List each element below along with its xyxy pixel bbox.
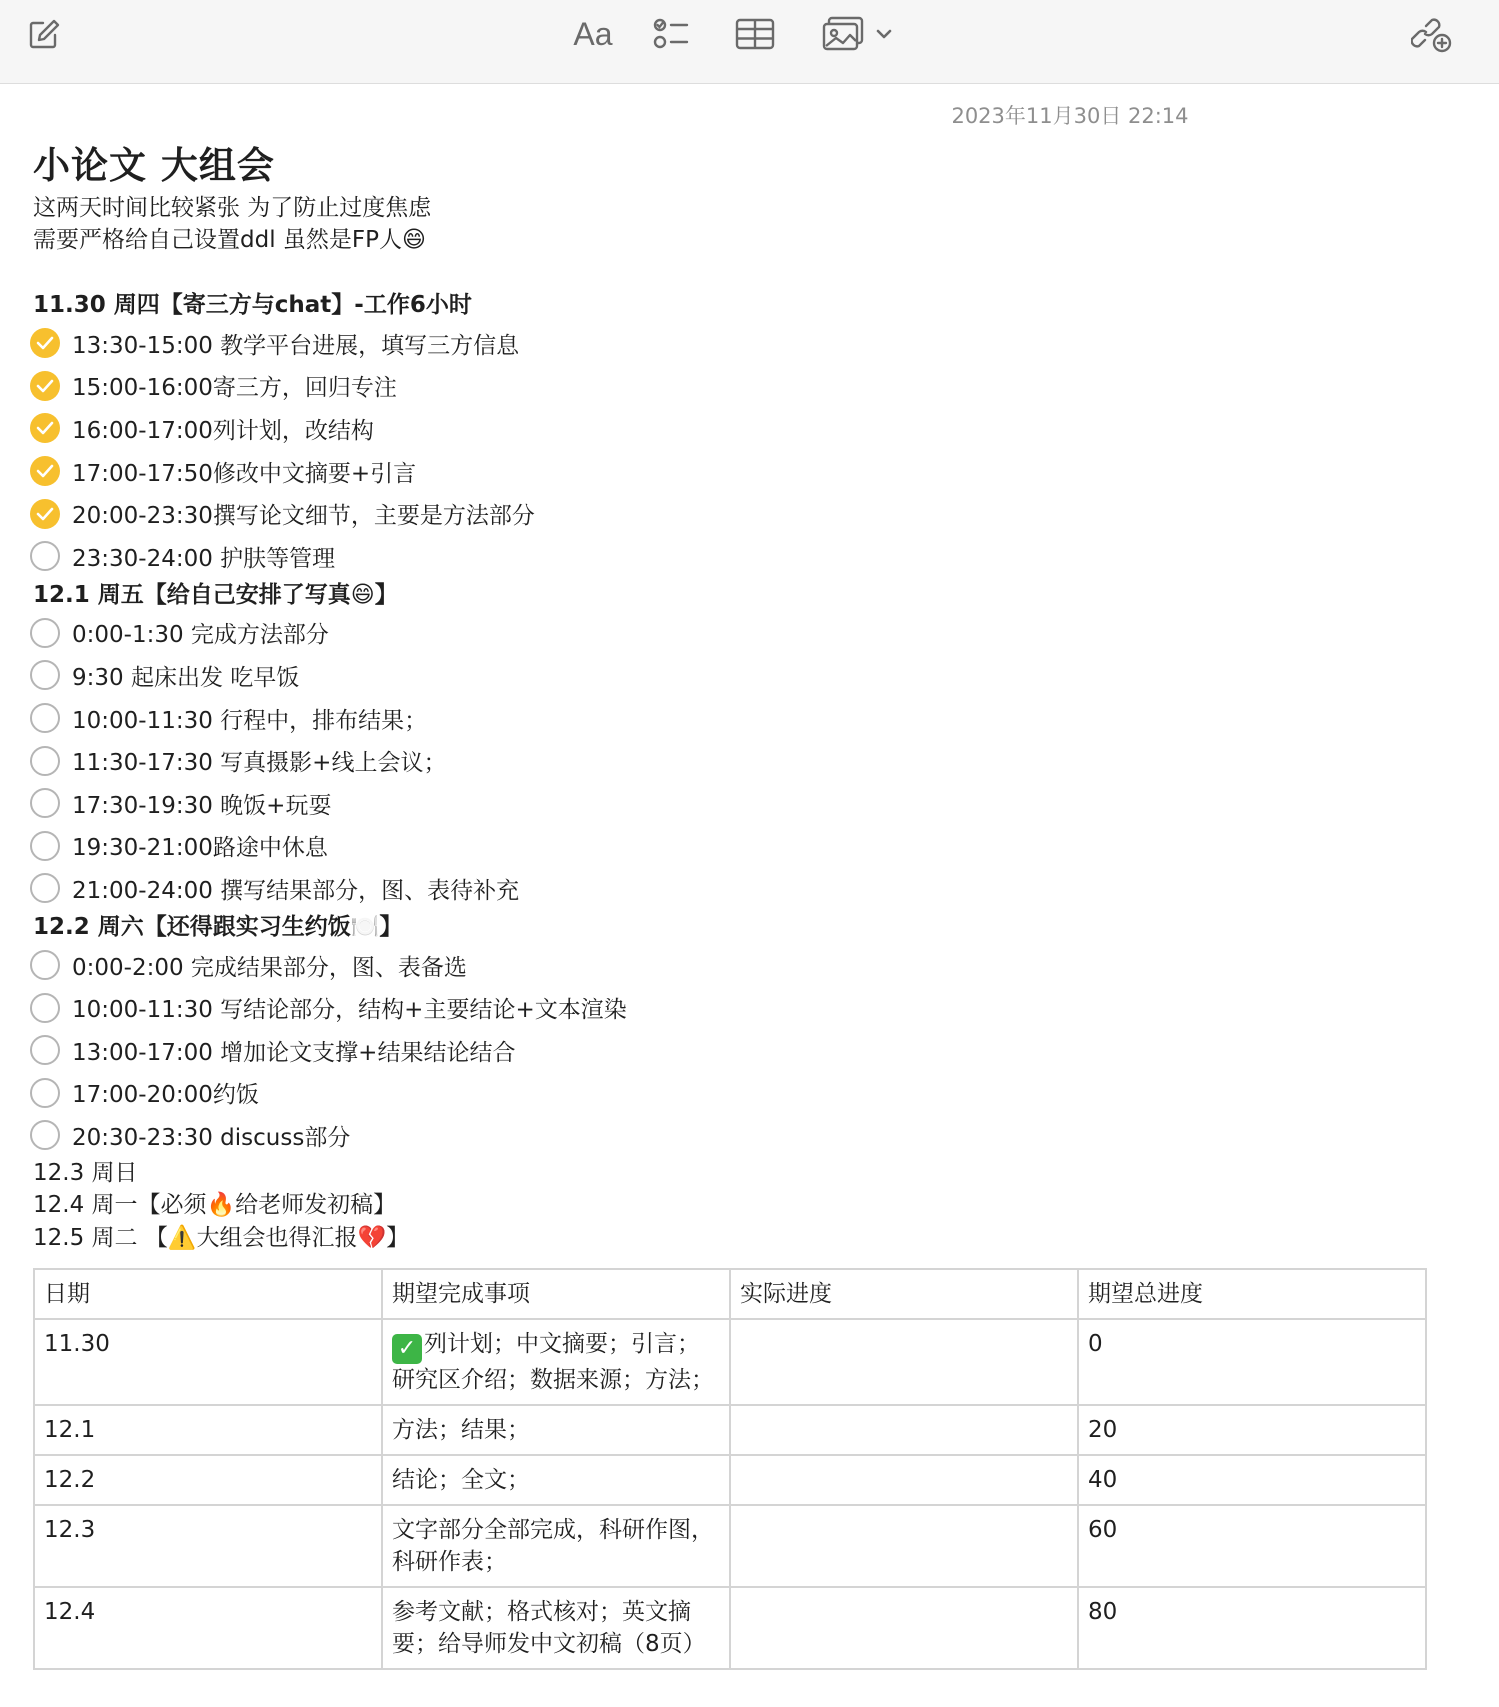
tasks-cell[interactable] — [382, 1405, 730, 1455]
tasks-cell[interactable] — [382, 1455, 730, 1505]
note-body[interactable] — [33, 140, 1453, 1254]
checklist-item-text[interactable]: 16:00-17:00列计划，改结构 — [72, 417, 374, 444]
unchecked-circle-icon[interactable] — [30, 873, 60, 903]
checked-circle-icon[interactable] — [30, 371, 60, 401]
tasks-cell-text: 列计划；中文摘要；引言；研究区介绍；数据来源；方法； — [392, 1331, 714, 1393]
unchecked-circle-icon[interactable] — [30, 541, 60, 571]
actual-progress-cell[interactable] — [730, 1505, 1078, 1587]
tasks-cell-text: 结论；全文； — [392, 1467, 530, 1493]
schedule-line[interactable]: 12.5 周二 【⚠️大组会也得汇报💔】 — [33, 1224, 410, 1251]
expected-progress-cell[interactable] — [1078, 1455, 1426, 1505]
checklist-item[interactable] — [33, 867, 1453, 910]
table-row — [34, 1505, 1426, 1587]
date-cell-text: 11.30 — [44, 1331, 110, 1357]
checklist-item-text[interactable]: 13:00-17:00 增加论文支撑+结果结论结合 — [72, 1039, 516, 1066]
checklist-item[interactable] — [33, 825, 1453, 868]
actual-progress-cell[interactable] — [730, 1319, 1078, 1405]
checklist — [33, 612, 1453, 910]
progress-table[interactable] — [33, 1268, 1427, 1670]
check-mark-icon: ✓ — [392, 1334, 422, 1364]
checklist-item-text[interactable]: 17:00-20:00约饭 — [72, 1082, 259, 1109]
expected-progress-cell-text: 40 — [1088, 1467, 1118, 1493]
day-heading[interactable]: 12.2 周六【还得跟实习生约饭🍽️】 — [33, 913, 403, 940]
note-timestamp: 2023年11月30日 22:14 — [951, 104, 1189, 128]
intro-line[interactable]: 需要严格给自己设置ddl 虽然是FP人😄 — [33, 227, 426, 253]
unchecked-circle-icon[interactable] — [30, 1035, 60, 1065]
checklist-item-text[interactable]: 13:30-15:00 教学平台进展，填写三方信息 — [72, 332, 520, 359]
table-icon[interactable] — [734, 14, 776, 54]
expected-progress-cell-text: 60 — [1088, 1517, 1118, 1543]
table-row — [34, 1405, 1426, 1455]
expected-progress-cell[interactable] — [1078, 1587, 1426, 1669]
unchecked-circle-icon[interactable] — [30, 1120, 60, 1150]
toolbar — [0, 0, 1499, 84]
checklist-item[interactable] — [33, 1029, 1453, 1072]
compose-icon[interactable] — [24, 14, 64, 54]
checklist-item[interactable] — [33, 407, 1453, 450]
column-header[interactable]: 日期 — [34, 1269, 382, 1319]
unchecked-circle-icon[interactable] — [30, 660, 60, 690]
date-cell[interactable] — [34, 1405, 382, 1455]
table-row — [34, 1319, 1426, 1405]
unchecked-circle-icon[interactable] — [30, 618, 60, 648]
expected-progress-cell[interactable] — [1078, 1505, 1426, 1587]
table-header-row — [34, 1269, 1426, 1319]
date-cell[interactable] — [34, 1319, 382, 1405]
checklist-item-text[interactable]: 20:00-23:30撰写论文细节，主要是方法部分 — [72, 503, 535, 530]
expected-progress-cell-text: 80 — [1088, 1599, 1118, 1625]
checklist-item[interactable] — [33, 365, 1453, 408]
unchecked-circle-icon[interactable] — [30, 831, 60, 861]
checklist-item[interactable] — [33, 535, 1453, 578]
checklist-item-text[interactable]: 0:00-1:30 完成方法部分 — [72, 622, 329, 649]
date-cell-text: 12.2 — [44, 1467, 96, 1493]
checklist-item-text[interactable]: 10:00-11:30 行程中，排布结果； — [72, 707, 428, 734]
checklist-item-text[interactable]: 9:30 起床出发 吃早饭 — [72, 664, 300, 691]
tasks-cell[interactable] — [382, 1587, 730, 1669]
checklist-item-text[interactable]: 10:00-11:30 写结论部分，结构+主要结论+文本渲染 — [72, 997, 627, 1024]
date-cell[interactable] — [34, 1505, 382, 1587]
actual-progress-cell[interactable] — [730, 1455, 1078, 1505]
note-title[interactable]: 小论文 大组会 — [33, 144, 275, 187]
checklist-item-text[interactable]: 11:30-17:30 写真摄影+线上会议； — [72, 750, 447, 777]
checklist-item-text[interactable]: 23:30-24:00 护肤等管理 — [72, 545, 336, 572]
unchecked-circle-icon[interactable] — [30, 746, 60, 776]
checklist-item[interactable] — [33, 654, 1453, 697]
expected-progress-cell[interactable] — [1078, 1405, 1426, 1455]
schedule-line[interactable]: 12.4 周一【必须🔥给老师发初稿】 — [33, 1192, 397, 1219]
tasks-cell-text: 方法；结果； — [392, 1417, 530, 1443]
share-link-icon[interactable] — [1410, 12, 1454, 56]
expected-progress-cell-text: 20 — [1088, 1417, 1118, 1443]
unchecked-circle-icon[interactable] — [30, 950, 60, 980]
format-button[interactable] — [568, 12, 618, 56]
checked-circle-icon[interactable] — [30, 499, 60, 529]
checklist-item-text[interactable]: 19:30-21:00路途中休息 — [72, 835, 328, 862]
checklist-item[interactable] — [33, 322, 1453, 365]
photo-icon[interactable] — [820, 12, 866, 56]
checklist-item[interactable] — [33, 944, 1453, 987]
tasks-cell[interactable] — [382, 1319, 730, 1405]
checklist-item[interactable] — [33, 612, 1453, 655]
table-row — [34, 1587, 1426, 1669]
checklist-item-text[interactable]: 17:00-17:50修改中文摘要+引言 — [72, 460, 417, 487]
date-cell-text: 12.3 — [44, 1517, 96, 1543]
date-cell[interactable] — [34, 1455, 382, 1505]
tasks-cell-text: 参考文献；格式核对；英文摘要；给导师发中文初稿（8页） — [392, 1599, 706, 1657]
checklist-item[interactable] — [33, 1114, 1453, 1157]
table-row — [34, 1455, 1426, 1505]
chevron-down-icon[interactable] — [872, 22, 896, 46]
checklist — [33, 944, 1453, 1157]
date-cell[interactable] — [34, 1587, 382, 1669]
schedule-line[interactable]: 12.3 周日 — [33, 1159, 138, 1186]
checklist-item[interactable] — [33, 739, 1453, 782]
checklist-item[interactable] — [33, 450, 1453, 493]
actual-progress-cell[interactable] — [730, 1405, 1078, 1455]
column-header[interactable]: 期望完成事项 — [382, 1269, 730, 1319]
day-heading[interactable]: 11.30 周四【寄三方与chat】-工作6小时 — [33, 292, 472, 318]
checklist-item[interactable] — [33, 986, 1453, 1029]
checked-circle-icon[interactable] — [30, 328, 60, 358]
intro-line[interactable]: 这两天时间比较紧张 为了防止过度焦虑 — [33, 195, 432, 221]
date-cell-text: 12.4 — [44, 1599, 96, 1625]
unchecked-circle-icon[interactable] — [30, 788, 60, 818]
unchecked-circle-icon[interactable] — [30, 703, 60, 733]
day-heading[interactable]: 12.1 周五【给自己安排了写真😄】 — [33, 581, 398, 608]
checklist-item-text[interactable]: 17:30-19:30 晚饭+玩耍 — [72, 792, 332, 819]
checklist-item-text[interactable]: 20:30-23:30 discuss部分 — [72, 1124, 351, 1151]
blank-line — [33, 256, 1453, 288]
column-header[interactable]: 期望总进度 — [1078, 1269, 1426, 1319]
date-cell-text: 12.1 — [44, 1417, 96, 1443]
format-label: Aa — [573, 15, 613, 52]
expected-progress-cell-text: 0 — [1088, 1331, 1103, 1357]
checklist-item[interactable] — [33, 1072, 1453, 1115]
actual-progress-cell[interactable] — [730, 1587, 1078, 1669]
expected-progress-cell[interactable] — [1078, 1319, 1426, 1405]
checklist-icon[interactable] — [652, 14, 692, 54]
tasks-cell[interactable] — [382, 1505, 730, 1587]
checklist — [33, 322, 1453, 578]
unchecked-circle-icon[interactable] — [30, 1078, 60, 1108]
column-header[interactable]: 实际进度 — [730, 1269, 1078, 1319]
checklist-item[interactable] — [33, 492, 1453, 535]
checked-circle-icon[interactable] — [30, 413, 60, 443]
checked-circle-icon[interactable] — [30, 456, 60, 486]
checklist-item[interactable] — [33, 782, 1453, 825]
unchecked-circle-icon[interactable] — [30, 993, 60, 1023]
checklist-item-text[interactable]: 21:00-24:00 撰写结果部分，图、表待补充 — [72, 877, 520, 904]
checklist-item-text[interactable]: 15:00-16:00寄三方，回归专注 — [72, 375, 397, 402]
checklist-item[interactable] — [33, 697, 1453, 740]
checklist-item-text[interactable]: 0:00-2:00 完成结果部分，图、表备选 — [72, 954, 467, 981]
tasks-cell-text: 文字部分全部完成，科研作图，科研作表； — [392, 1517, 714, 1575]
